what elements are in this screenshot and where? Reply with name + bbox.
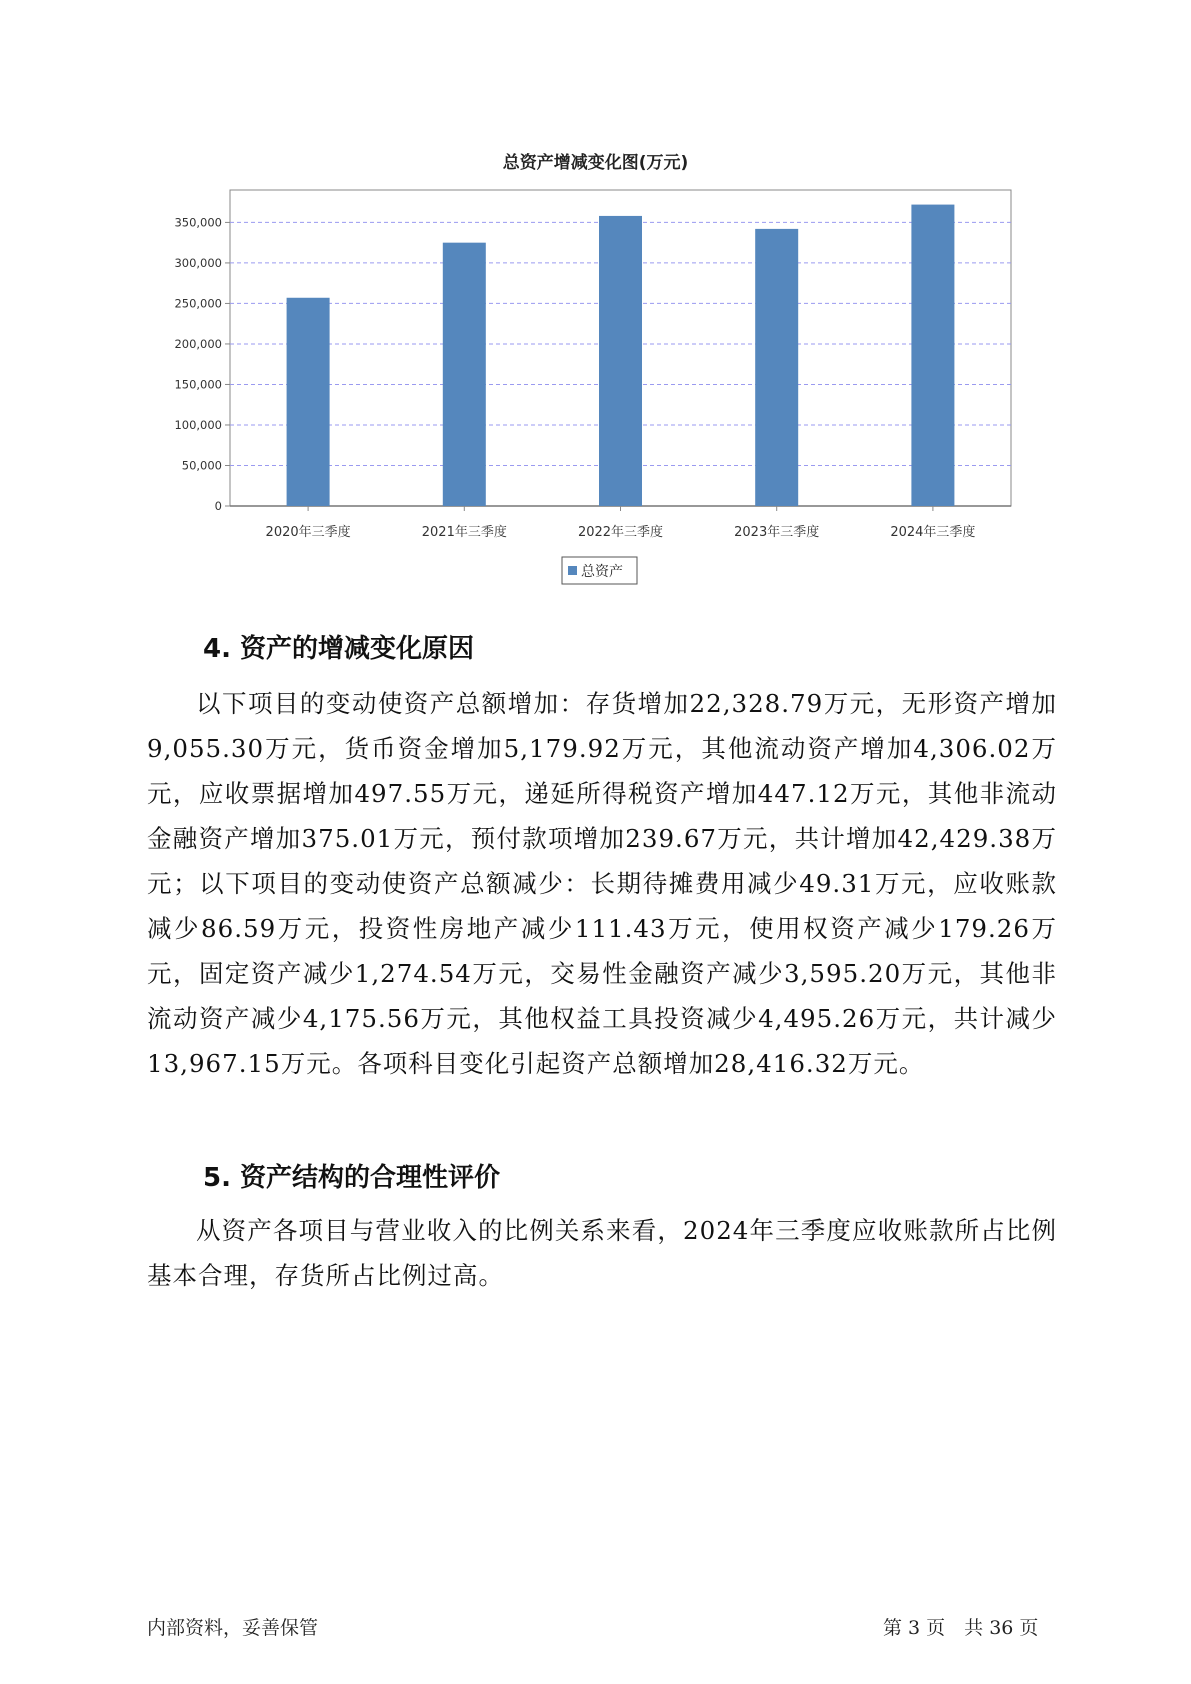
bar bbox=[287, 298, 330, 506]
section-paragraph-4: 以下项目的变动使资产总额增加：存货增加22,328.79万元，无形资产增加9,055.30万元，货币资金增加5,179.92万元，其他流动资产增加4,306.02万元，应收票据增加497.55万元，递延所得税资产增加447.12万元，其他非流动金融资产增加375.01万元，预付款项增加239.67万元，共计增加42,429.38万元；以下项目的变动使资产总额减少：长期待摊费用减少49.31万元，应收账款减少86.59万元，投资性房地产减少111.43万元，使用权资产减少179.26万元，固定资产减少1,274.54万元，交易性金融资产减少3,595.20万元，其他非流动资产减少4,175.56万元，其他权益工具投资减少4,495.26万元，共计减少13,967.15万元。各项科目变化引起资产总额增加28,416.32万元。 bbox=[147, 689, 1057, 1078]
bar bbox=[443, 243, 486, 506]
footer-confidential-note: 内部资料，妥善保管 bbox=[147, 1617, 319, 1639]
section-heading-5: 5. 资产结构的合理性评价 bbox=[203, 1163, 501, 1193]
y-tick-label: 100,000 bbox=[174, 417, 222, 432]
y-tick-label: 50,000 bbox=[181, 458, 222, 473]
x-tick-label: 2023年三季度 bbox=[734, 525, 820, 540]
y-tick-label: 250,000 bbox=[174, 296, 222, 311]
y-tick-label: 350,000 bbox=[174, 215, 222, 230]
x-tick-label: 2024年三季度 bbox=[890, 525, 976, 540]
footer-page-number: 第 3 页 共 36 页 bbox=[883, 1617, 1039, 1639]
legend-label: 总资产 bbox=[581, 564, 623, 580]
y-tick-label: 150,000 bbox=[174, 377, 222, 392]
chart-title: 总资产增减变化图(万元) bbox=[502, 153, 689, 173]
y-tick-label: 200,000 bbox=[174, 336, 222, 351]
bar-chart bbox=[0, 0, 1191, 600]
x-tick-label: 2020年三季度 bbox=[265, 525, 351, 540]
x-tick-label: 2021年三季度 bbox=[421, 525, 507, 540]
bar bbox=[599, 216, 642, 506]
x-tick-label: 2022年三季度 bbox=[577, 525, 664, 540]
section-paragraph-5: 从资产各项目与营业收入的比例关系来看，2024年三季度应收账款所占比例基本合理，存货所占比例过高。 bbox=[147, 1216, 1057, 1290]
section-heading-4: 4. 资产的增减变化原因 bbox=[203, 634, 475, 664]
bar bbox=[755, 229, 798, 506]
y-tick-label: 300,000 bbox=[174, 255, 222, 270]
y-tick-label: 0 bbox=[214, 499, 222, 513]
bar bbox=[911, 205, 954, 506]
legend-swatch bbox=[568, 566, 577, 575]
